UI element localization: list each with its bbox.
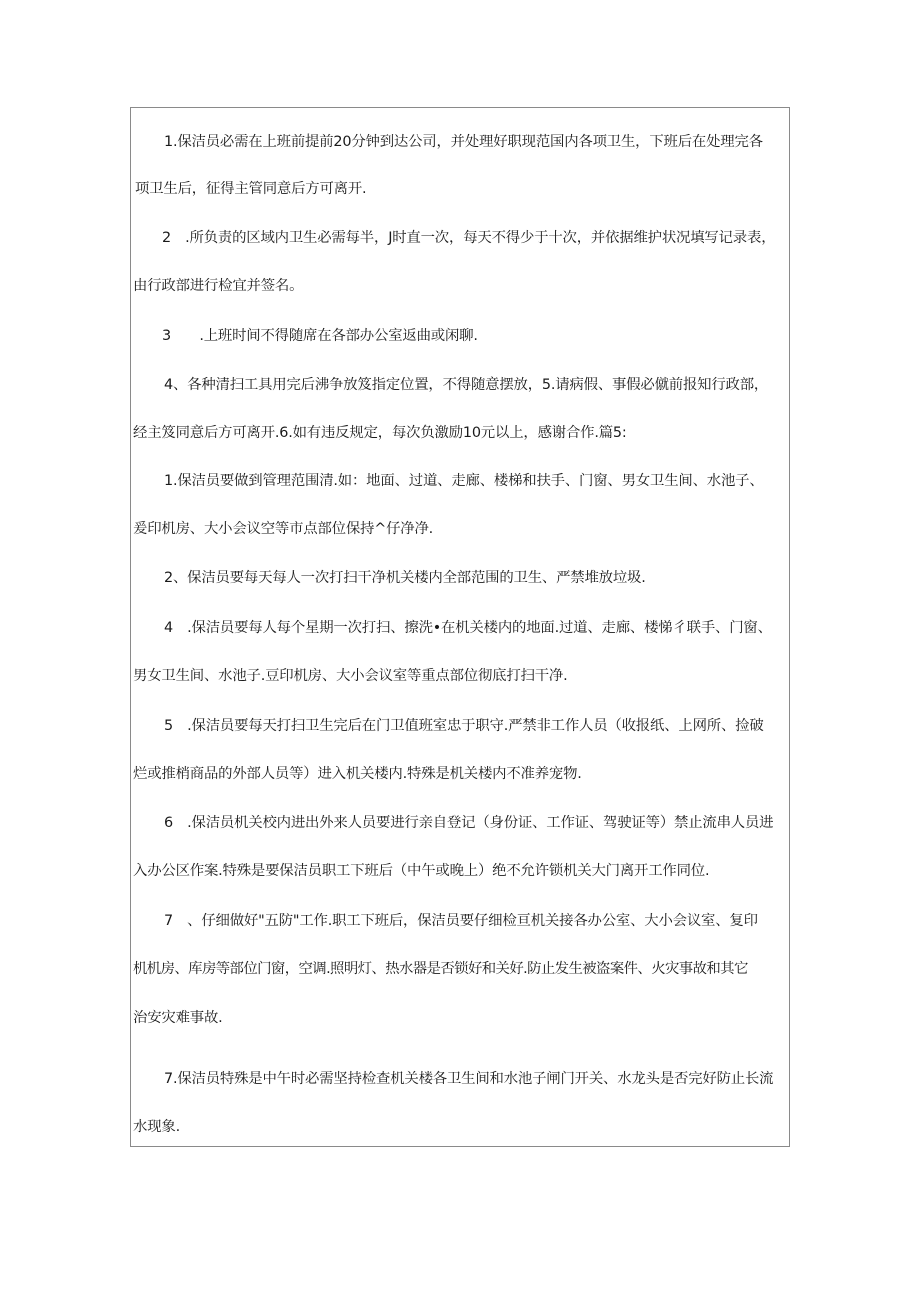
para-4-line-1: 4、各种清扫工具用完后沸争放笈指定位置，不得随意摆放，5.请病假、事假必僦前报知行政部， (164, 377, 769, 393)
para-11-line-1: 7.保洁员特殊是中午时必需坚持检查机关楼各卫生间和水池子闸门开关、水龙头是否完好防止长流 (164, 1071, 774, 1087)
para-11-line-2: 水现象. (133, 1119, 180, 1135)
para-9-line-2: 入办公区作案.特殊是要保洁员职工下班后（中午或晚上）绝不允许锁机关大门离开工作同位. (133, 863, 710, 879)
para-8-line-2: 烂或推梢商品的外部人员等）进入机关楼内.特殊是机关楼内不准养宠物. (133, 766, 582, 782)
para-9-line-1: 6 .保洁员机关校内进出外来人员要进行亲自登记（身份证、工作证、驾驶证等）禁止流串人员进 (164, 815, 774, 831)
document-frame (130, 107, 790, 1147)
para-4-line-2: 经主笈同意后方可离开.6.如有违反规定，每次负激励10元以上，感谢合作.篇5: (133, 425, 627, 441)
para-1-line-2: 项卫生后，征得主管同意后方可离开. (135, 181, 367, 197)
para-3-line-1: 3 .上班时间不得随席在各部办公室返曲或闲聊. (162, 328, 478, 344)
para-10-line-2: 机机房、库房等部位门窗，空调.照明灯、热水器是否锁好和关好.防止发生被盗案件、火灾事故和其它 (133, 961, 748, 977)
para-10-line-1: 7 、仔细做好"五防"工作.职工下班后，保洁员要仔细检亘机关接各办公室、大小会议室、复印 (164, 913, 758, 929)
para-8-line-1: 5 .保洁员要每天打扫卫生完后在门卫值班室忠于职守.严禁非工作人员（收报纸、上网所、捡破 (164, 718, 764, 734)
para-10-line-3: 治安灾难事故. (133, 1010, 223, 1026)
para-5-line-1: 1.保洁员要做到管理范围清.如：地面、过道、走廊、楼梯和扶手、门窗、男女卫生间、水池子、 (164, 473, 764, 489)
para-6-line-1: 2、保洁员要每天每人一次打扫干净机关楼内全部范围的卫生、严禁堆放垃圾. (164, 570, 646, 586)
para-2-line-1: 2 .所负责的区域内卫生必需每半，J时直一次，每天不得少于十次，并依据维护状况填写记录表， (162, 230, 776, 246)
para-7-line-2: 男女卫生间、水池子.豆印机房、大小会议室等重点部位彻底打扫干净. (133, 668, 568, 684)
para-7-line-1: 4 .保洁员要每人每个星期一次打扫、擦洗•在机关楼内的地面.过道、走廊、楼悌彳联手、门窗、 (164, 620, 772, 636)
para-5-line-2: 爰印机房、大小会议空等市点部位保持^仔净净. (133, 521, 434, 537)
para-1-line-1: 1.保洁员必需在上班前提前20分钟到达公司，并处理好职现范国内各项卫生，下班后在处理完各 (164, 134, 763, 150)
para-2-line-2: 由行政部进行检宜并签名。 (133, 278, 304, 294)
